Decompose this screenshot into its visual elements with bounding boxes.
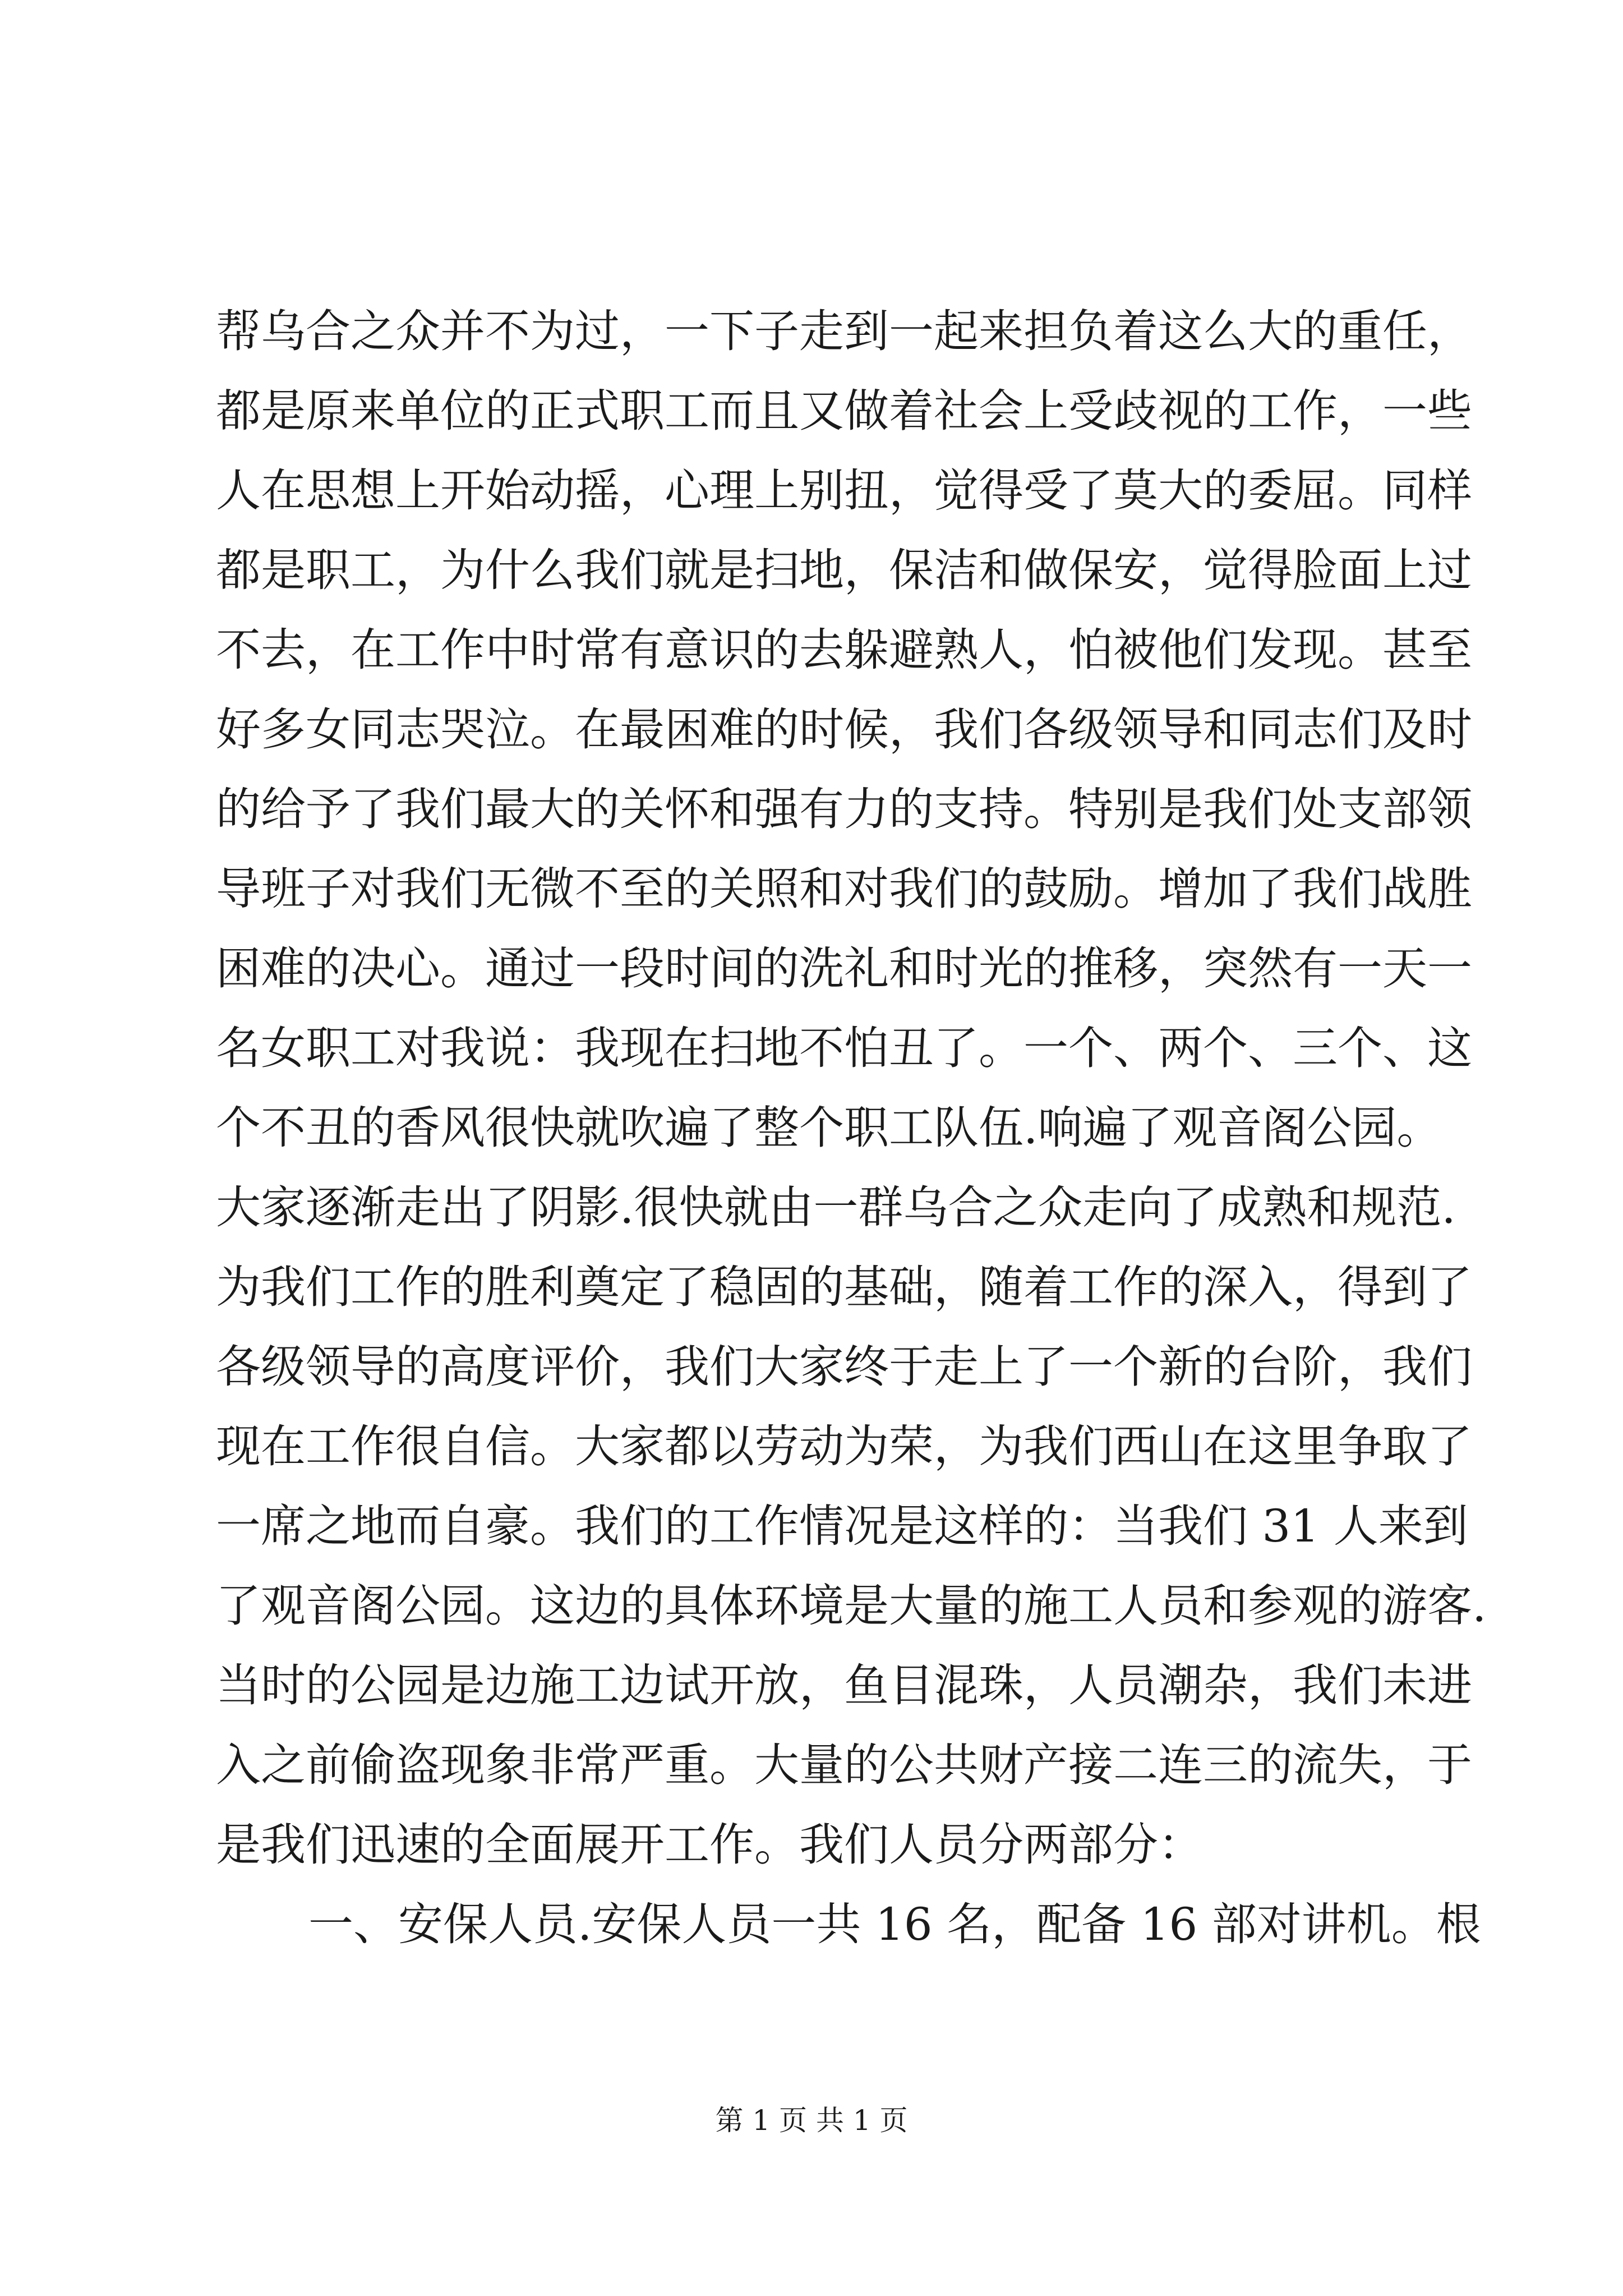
paragraph-1 — [216, 292, 1487, 1885]
text-line: 大家逐渐走出了阴影.很快就由一群乌合之众走向了成熟和规范. — [216, 1181, 1456, 1234]
text-line: 不去，在工作中时常有意识的去躲避熟人，怕被他们发现。甚至 — [216, 624, 1472, 676]
text-line: 个不丑的香风很快就吹遍了整个职工队伍.响遍了观音阁公园。 — [216, 1102, 1442, 1154]
text-line: 现在工作很自信。大家都以劳动为荣，为我们西山在这里争取了 — [216, 1420, 1472, 1473]
text-line: 了观音阁公园。这边的具体环境是大量的施工人员和参观的游客. — [216, 1580, 1487, 1632]
text-line: 入之前偷盗现象非常严重。大量的公共财产接二连三的流失，于 — [216, 1739, 1472, 1791]
text-line: 是我们迅速的全面展开工作。我们人员分两部分： — [216, 1819, 1203, 1871]
page-number-footer: 第 1 页 共 1 页 — [715, 2104, 908, 2137]
text-line: 人在思想上开始动摇，心理上别扭，觉得受了莫大的委屈。同样 — [216, 464, 1472, 517]
text-line: 都是职工，为什么我们就是扫地，保洁和做保安，觉得脸面上过 — [216, 544, 1472, 596]
text-line: 好多女同志哭泣。在最困难的时候，我们各级领导和同志们及时 — [216, 703, 1472, 756]
text-line: 一、安保人员.安保人员一共 16 名，配备 16 部对讲机。根 — [308, 1898, 1481, 1950]
text-line: 困难的决心。通过一段时间的洗礼和时光的推移，突然有一天一 — [216, 942, 1472, 995]
text-line: 导班子对我们无微不至的关照和对我们的鼓励。增加了我们战胜 — [216, 863, 1472, 915]
text-line: 一席之地而自豪。我们的工作情况是这样的：当我们 31 人来到 — [216, 1500, 1468, 1552]
text-line: 名女职工对我说：我现在扫地不怕丑了。一个、两个、三个、这 — [216, 1022, 1472, 1074]
text-line: 各级领导的高度评价，我们大家终于走上了一个新的台阶，我们 — [216, 1341, 1472, 1393]
text-line: 的给予了我们最大的关怀和强有力的支持。特别是我们处支部领 — [216, 783, 1472, 835]
body-text — [216, 292, 1487, 1964]
text-line: 帮乌合之众并不为过，一下子走到一起来担负着这么大的重任， — [216, 305, 1472, 357]
paragraph-2 — [216, 1885, 1481, 1964]
text-line: 为我们工作的胜利奠定了稳固的基础，随着工作的深入，得到了 — [216, 1261, 1472, 1313]
text-line: 都是原来单位的正式职工而且又做着社会上受歧视的工作，一些 — [216, 385, 1472, 437]
text-line: 当时的公园是边施工边试开放，鱼目混珠，人员潮杂，我们未进 — [216, 1659, 1472, 1711]
